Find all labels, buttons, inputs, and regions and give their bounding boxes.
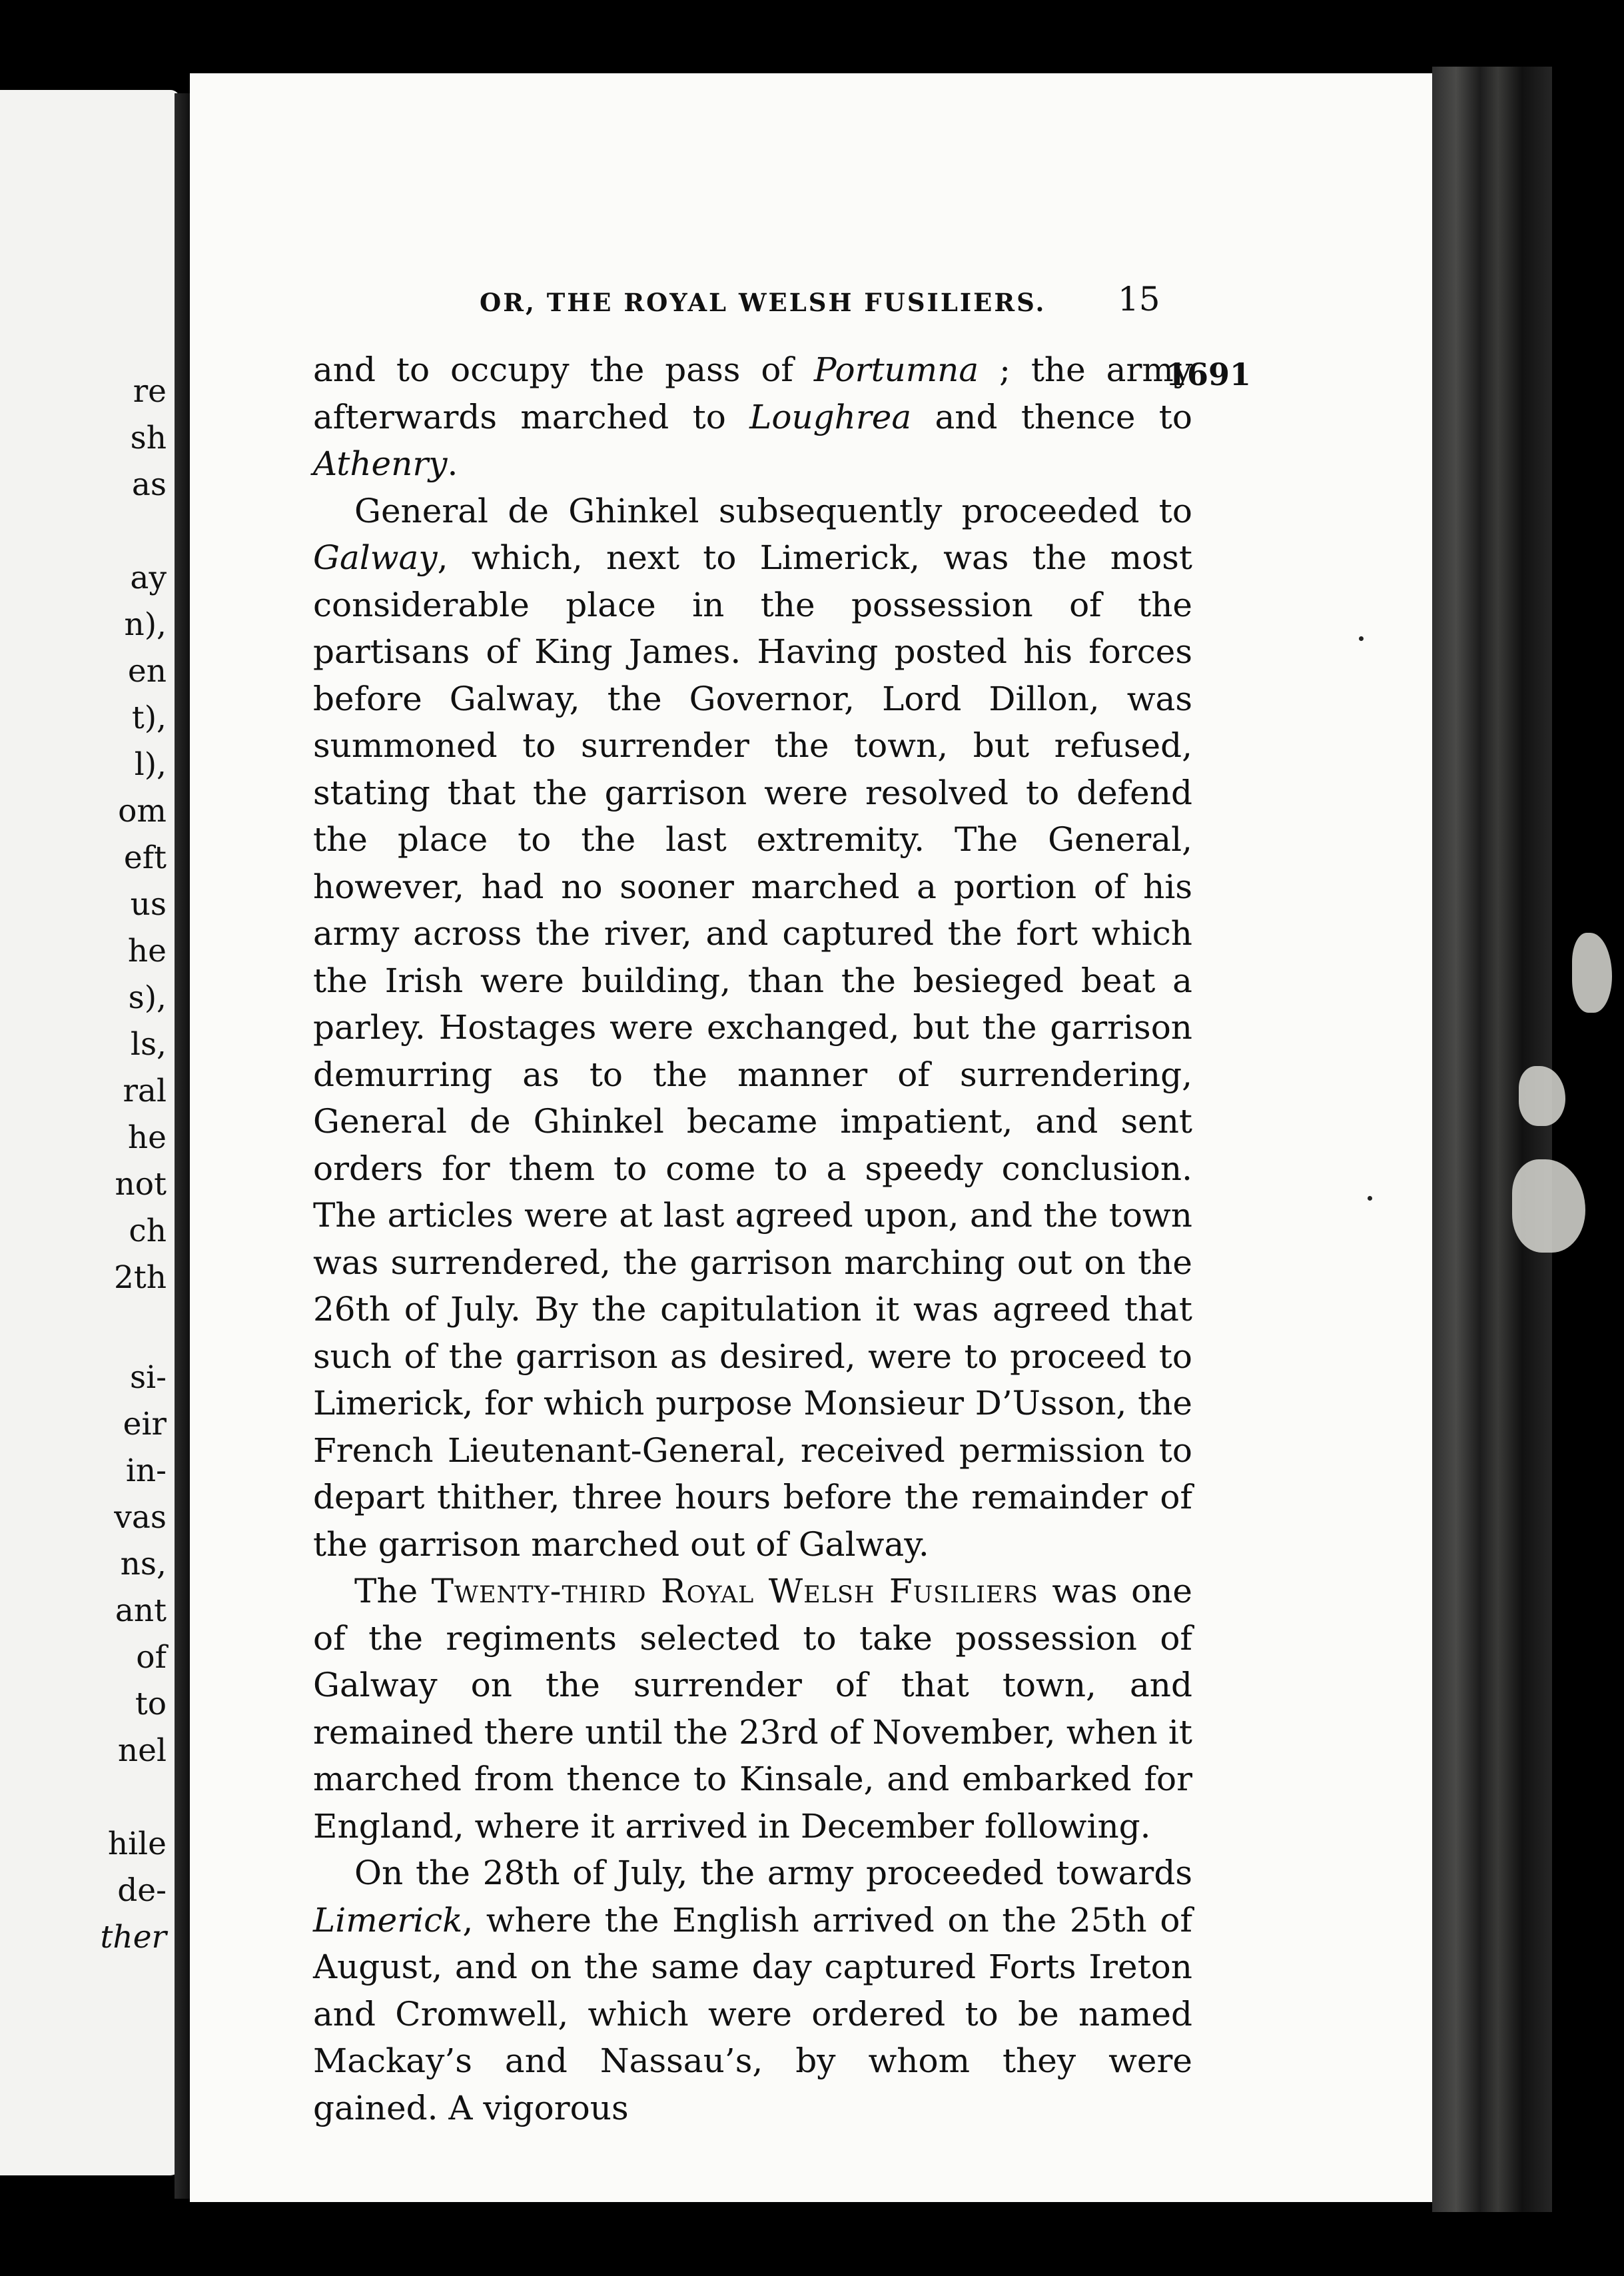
left-fragment: ns, (120, 1546, 167, 1582)
margin-year: 1691 (1166, 356, 1252, 392)
text-run: , where the English arrived on the 25th of August, and on the same day captured Forts Ireton and Cromwell, which were ordered to be named Mackay’s and Nassau’s, by whom they were gained. A vigorous (313, 1900, 1192, 2127)
left-fragment: ther (100, 1919, 167, 1956)
place-name: Athenry (313, 444, 448, 483)
left-page-text-fragments (0, 90, 180, 2175)
left-fragment: not (115, 1166, 167, 1203)
left-fragment: he (127, 933, 167, 969)
left-fragment: us (130, 886, 167, 923)
paragraph-4 (313, 1850, 1192, 2131)
left-fragment: sh (130, 420, 167, 456)
place-name: Limerick (313, 1900, 463, 1940)
left-fragment: to (135, 1686, 167, 1722)
place-name: Galway (313, 538, 438, 577)
left-fragment: he (127, 1119, 167, 1156)
left-fragment: de- (117, 1872, 167, 1909)
left-fragment: ant (115, 1592, 167, 1629)
text-run: The (354, 1572, 432, 1610)
left-page (0, 90, 180, 2175)
left-fragment: eft (123, 840, 167, 876)
speck (1359, 636, 1364, 641)
place-name: Loughrea (749, 397, 912, 436)
left-fragment: s), (128, 979, 167, 1016)
page-number: 15 (1118, 280, 1160, 318)
paragraph-2 (313, 488, 1192, 1568)
left-fragment: hile (107, 1826, 167, 1862)
speck (1368, 1196, 1372, 1201)
text-run: was one of the regiments selected to take possession of Galway on the surrender of that town, and remained there until the 23rd of November, when it marched from thence to Kinsale, and embarked for England, where it arrived in December following. (313, 1572, 1192, 1846)
edge-smudge (1519, 1066, 1565, 1126)
paragraph-1 (313, 346, 1192, 488)
left-fragment: ral (123, 1073, 167, 1109)
left-fragment: vas (114, 1499, 167, 1536)
text-run: and to occupy the pass of (313, 350, 814, 389)
page-edges (1432, 67, 1552, 2212)
left-fragment: eir (123, 1406, 167, 1442)
body-text (313, 346, 1192, 2131)
edge-smudge (1572, 933, 1612, 1013)
left-fragment: 2th (113, 1259, 167, 1296)
left-fragment: ls, (130, 1026, 167, 1063)
left-fragment: nel (117, 1732, 167, 1769)
text-run: . (447, 444, 458, 483)
left-fragment: re (133, 373, 167, 410)
left-fragment: ch (129, 1213, 167, 1249)
left-fragment: of (136, 1639, 167, 1676)
left-fragment: as (131, 466, 167, 503)
regiment-name: Twenty-third Royal Welsh Fusiliers (431, 1572, 1038, 1610)
running-head: OR, THE ROYAL WELSH FUSILIERS. (480, 288, 1046, 317)
left-fragment: l), (134, 746, 167, 783)
left-fragment: en (127, 653, 167, 690)
edge-smudge (1512, 1159, 1585, 1253)
place-name: Portumna (813, 350, 979, 389)
text-run: On the 28th of July, the army proceeded towards (354, 1854, 1192, 1892)
left-fragment: si- (129, 1359, 167, 1396)
text-run: General de Ghinkel subsequently proceeded to (354, 491, 1192, 530)
left-fragment: in- (125, 1452, 167, 1489)
text-run: , which, next to Limerick, was the most considerable place in the possession of the partisans of King James. Having posted his forces before Galway, the Governor, Lord Dillon, was summoned to surrender the town, but refused, stating that the garrison were resolved to defend the place to the last extremity. The General, however, had no sooner marched a portion of his army across the river, and captured the fort which the Irish were building, than the besieged beat a parley. Hostages were exchanged, but the garrison demurring as to the manner of surrendering, General de Ghinkel became impatient, and sent orders for them to come to a speedy conclusion. The articles were at last agreed upon, and the town was surrendered, the garrison marching out on the 26th of July. By the capitulation it was agreed that such of the garrison as desired, were to proceed to Limerick, for which purpose Monsieur D’Usson, the French Lieutenant-General, received permission to depart thither, three hours before the remainder of the garrison marched out of Galway. (313, 538, 1192, 1564)
left-fragment: n), (124, 606, 167, 643)
text-run: and thence to (911, 397, 1193, 436)
left-fragment: t), (131, 700, 167, 736)
paragraph-3 (313, 1568, 1192, 1850)
text-run: ; the army afterwards marched to (313, 350, 1193, 436)
left-fragment: om (118, 793, 167, 830)
left-fragment: ay (130, 560, 167, 596)
